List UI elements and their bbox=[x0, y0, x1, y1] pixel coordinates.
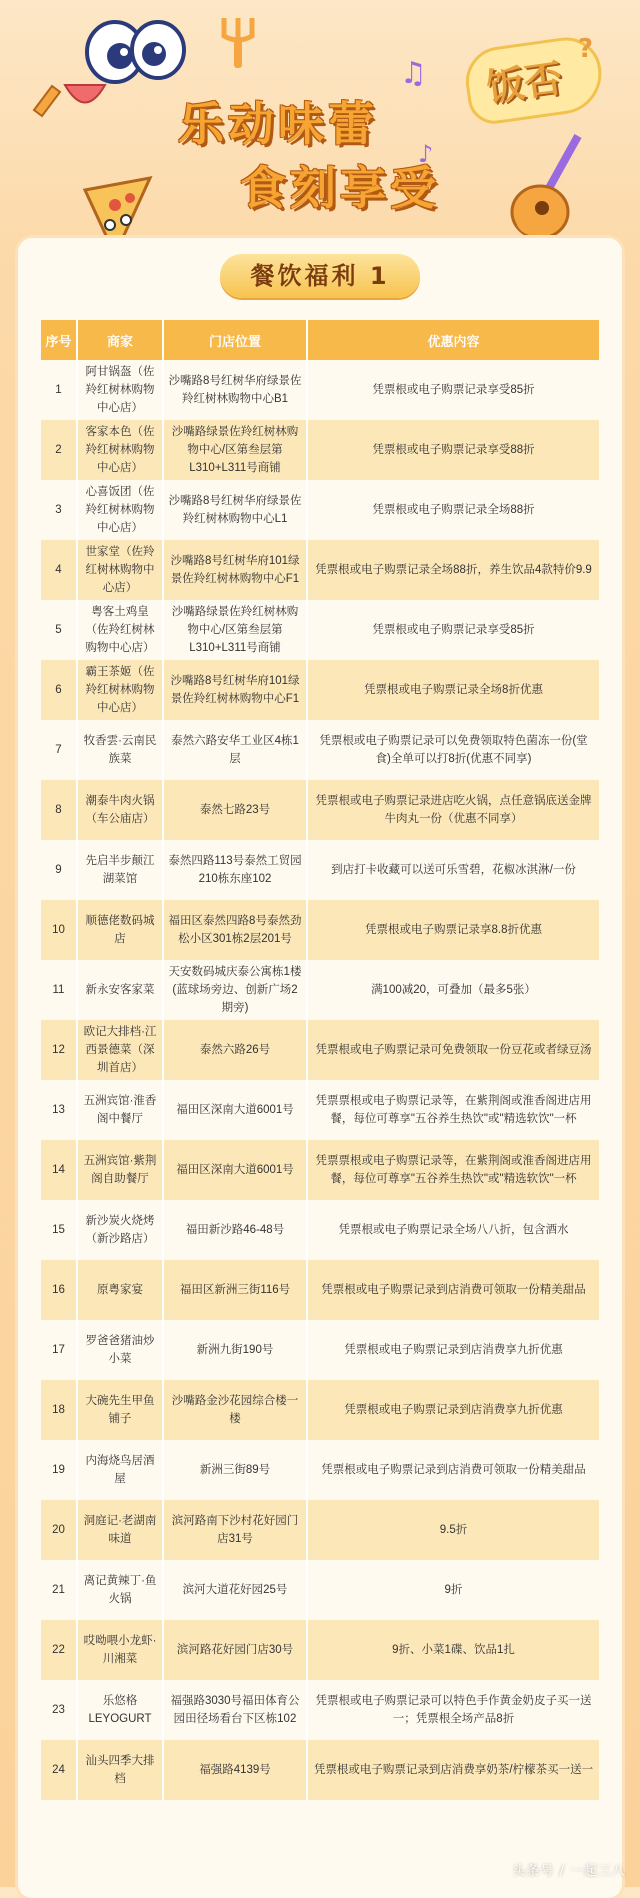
cell-offer: 凭票根或电子购票记录到店消费享九折优惠 bbox=[307, 1380, 599, 1440]
cell-offer: 凭票根或电子购票记录可以特色手作黄金奶皮子买一送一；凭票根全场产品8折 bbox=[307, 1680, 599, 1740]
logo-question-mark: ? bbox=[578, 34, 594, 64]
cell-merchant: 汕头四季大排档 bbox=[77, 1740, 163, 1800]
cell-no: 2 bbox=[41, 420, 77, 480]
cell-offer: 到店打卡收藏可以送可乐雪碧，花椒冰淇淋/一份 bbox=[307, 840, 599, 900]
table-row bbox=[41, 840, 599, 900]
cell-offer: 凭票根或电子购票记录享受85折 bbox=[307, 600, 599, 660]
cell-location: 滨河路南下沙村花好园门店31号 bbox=[163, 1500, 307, 1560]
banner-title-line2: 食刻享受 bbox=[240, 161, 440, 215]
cell-offer: 凭票根或电子购票记录全场88折，养生饮品4款特价9.9 bbox=[307, 540, 599, 600]
cell-merchant: 离记黄辣丁·鱼火锅 bbox=[77, 1560, 163, 1620]
cell-merchant: 潮泰牛肉火锅（车公庙店） bbox=[77, 780, 163, 840]
cell-merchant: 罗爸爸猪油炒小菜 bbox=[77, 1320, 163, 1380]
table-row bbox=[41, 1440, 599, 1500]
cell-offer: 凭票根或电子购票记录进店吃火锅，点任意锅底送金牌牛肉丸一份（优惠不同享） bbox=[307, 780, 599, 840]
cell-no: 5 bbox=[41, 600, 77, 660]
table-row bbox=[41, 900, 599, 960]
cell-no: 24 bbox=[41, 1740, 77, 1800]
cell-merchant: 世家堂（佐羚红树林购物中心店） bbox=[77, 540, 163, 600]
cell-merchant: 心喜饭团（佐羚红树林购物中心店） bbox=[77, 480, 163, 540]
cell-location: 泰然六路安华工业区4栋1层 bbox=[163, 720, 307, 780]
cell-location: 沙嘴路绿景佐羚红树林购物中心/区第叁层第L310+L311号商铺 bbox=[163, 600, 307, 660]
header-location: 门店位置 bbox=[163, 320, 307, 360]
cell-no: 11 bbox=[41, 960, 77, 1020]
fork-icon bbox=[218, 14, 258, 70]
cell-merchant: 顺德佬数码城店 bbox=[77, 900, 163, 960]
cell-merchant: 五洲宾馆·淮香阁中餐厅 bbox=[77, 1080, 163, 1140]
cell-no: 17 bbox=[41, 1320, 77, 1380]
cell-location: 新洲三街89号 bbox=[163, 1440, 307, 1500]
cell-no: 3 bbox=[41, 480, 77, 540]
cell-offer: 凭票根或电子购票记录享8.8折优惠 bbox=[307, 900, 599, 960]
banner-title-line1: 乐动味蕾 bbox=[178, 97, 378, 151]
cell-offer: 凭票票根或电子购票记录等，在紫荆阁或淮香阁进店用餐，每位可尊享"五谷养生热饮"或"精选软饮"一杯 bbox=[307, 1080, 599, 1140]
cell-location: 福强路4139号 bbox=[163, 1740, 307, 1800]
cell-merchant: 牧香雲·云南民族菜 bbox=[77, 720, 163, 780]
cell-no: 16 bbox=[41, 1260, 77, 1320]
header-merchant: 商家 bbox=[77, 320, 163, 360]
table-row bbox=[41, 480, 599, 540]
table-row bbox=[41, 1380, 599, 1440]
cell-offer: 凭票根或电子购票记录到店消费可领取一份精美甜品 bbox=[307, 1440, 599, 1500]
tongue-icon bbox=[60, 80, 110, 114]
cell-location: 滨河大道花好园25号 bbox=[163, 1560, 307, 1620]
cell-no: 22 bbox=[41, 1620, 77, 1680]
table-row bbox=[41, 600, 599, 660]
header-no: 序号 bbox=[41, 320, 77, 360]
cell-location: 沙嘴路8号红树华府绿景佐羚红树林购物中心B1 bbox=[163, 360, 307, 420]
cell-merchant: 原粤家宴 bbox=[77, 1260, 163, 1320]
cell-no: 8 bbox=[41, 780, 77, 840]
cell-no: 4 bbox=[41, 540, 77, 600]
cell-offer: 凭票根或电子购票记录到店消费享九折优惠 bbox=[307, 1320, 599, 1380]
cell-merchant: 大碗先生甲鱼铺子 bbox=[77, 1380, 163, 1440]
cell-location: 福田新沙路46-48号 bbox=[163, 1200, 307, 1260]
table-row bbox=[41, 1020, 599, 1080]
cell-merchant: 新永安客家菜 bbox=[77, 960, 163, 1020]
cell-location: 沙嘴路金沙花园综合楼一楼 bbox=[163, 1380, 307, 1440]
cell-merchant: 内海烧鸟居酒屋 bbox=[77, 1440, 163, 1500]
cell-no: 21 bbox=[41, 1560, 77, 1620]
music-note-icon: ♫ bbox=[400, 56, 427, 91]
cell-offer: 凭票根或电子购票记录享受85折 bbox=[307, 360, 599, 420]
cell-offer: 凭票根或电子购票记录全场八八折，包含酒水 bbox=[307, 1200, 599, 1260]
cell-location: 新洲九街190号 bbox=[163, 1320, 307, 1380]
cell-location: 福田区泰然四路8号泰然劲松小区301栋2层201号 bbox=[163, 900, 307, 960]
table-row bbox=[41, 960, 599, 1020]
cell-no: 14 bbox=[41, 1140, 77, 1200]
cell-offer: 凭票根或电子购票记录到店消费享奶茶/柠檬茶买一送一 bbox=[307, 1740, 599, 1800]
cell-no: 1 bbox=[41, 360, 77, 420]
cell-location: 天安数码城庆泰公寓栋1楼(蓝球场旁边、创新广场2期旁) bbox=[163, 960, 307, 1020]
cell-location: 泰然四路113号泰然工贸园210栋东座102 bbox=[163, 840, 307, 900]
table-row bbox=[41, 1560, 599, 1620]
cell-offer: 凭票根或电子购票记录可免费领取一份豆花或者绿豆汤 bbox=[307, 1020, 599, 1080]
cell-no: 23 bbox=[41, 1680, 77, 1740]
cell-merchant: 乐悠格LEYOGURT bbox=[77, 1680, 163, 1740]
cell-location: 沙嘴路8号红树华府101绿景佐羚红树林购物中心F1 bbox=[163, 540, 307, 600]
cell-offer: 凭票根或电子购票记录到店消费可领取一份精美甜品 bbox=[307, 1260, 599, 1320]
cell-location: 滨河路花好园门店30号 bbox=[163, 1620, 307, 1680]
cell-offer: 凭票根或电子购票记录享受88折 bbox=[307, 420, 599, 480]
cell-merchant: 客家本色（佐羚红树林购物中心店） bbox=[77, 420, 163, 480]
cell-offer: 凭票根或电子购票记录全场88折 bbox=[307, 480, 599, 540]
table-row bbox=[41, 1260, 599, 1320]
header-banner bbox=[0, 0, 640, 250]
cell-no: 9 bbox=[41, 840, 77, 900]
table-row bbox=[41, 1320, 599, 1380]
cell-offer: 9.5折 bbox=[307, 1500, 599, 1560]
logo-text: 饭否 bbox=[483, 55, 566, 111]
watermark: 头条号 / 一起三八 bbox=[512, 1864, 626, 1879]
table-row bbox=[41, 420, 599, 480]
cell-no: 18 bbox=[41, 1380, 77, 1440]
table-row bbox=[41, 1080, 599, 1140]
cell-no: 15 bbox=[41, 1200, 77, 1260]
table-row bbox=[41, 1500, 599, 1560]
cell-merchant: 霸王茶姬（佐羚红树林购物中心店） bbox=[77, 660, 163, 720]
table-row bbox=[41, 1200, 599, 1260]
section-title: 餐饮福利 1 bbox=[220, 254, 420, 298]
cell-no: 7 bbox=[41, 720, 77, 780]
table-row bbox=[41, 1140, 599, 1200]
cell-no: 10 bbox=[41, 900, 77, 960]
cell-offer: 凭票根或电子购票记录全场8折优惠 bbox=[307, 660, 599, 720]
cell-location: 福田区新洲三街116号 bbox=[163, 1260, 307, 1320]
cell-no: 13 bbox=[41, 1080, 77, 1140]
cell-no: 12 bbox=[41, 1020, 77, 1080]
cell-offer: 9折 bbox=[307, 1560, 599, 1620]
cell-merchant: 五洲宾馆·紫荆阁自助餐厅 bbox=[77, 1140, 163, 1200]
cell-location: 福强路3030号福田体育公园田径场看台下区栋102 bbox=[163, 1680, 307, 1740]
table-row bbox=[41, 1740, 599, 1800]
cell-location: 福田区深南大道6001号 bbox=[163, 1080, 307, 1140]
table-header-row bbox=[41, 320, 599, 360]
table-row bbox=[41, 780, 599, 840]
cell-location: 泰然七路23号 bbox=[163, 780, 307, 840]
header-offer: 优惠内容 bbox=[307, 320, 599, 360]
cell-location: 泰然六路26号 bbox=[163, 1020, 307, 1080]
music-note-icon: ♪ bbox=[418, 140, 434, 168]
guitar-icon bbox=[498, 130, 598, 250]
cell-location: 沙嘴路8号红树华府101绿景佐羚红树林购物中心F1 bbox=[163, 660, 307, 720]
cell-merchant: 粤客土鸡皇（佐羚红树林购物中心店） bbox=[77, 600, 163, 660]
cell-offer: 满100减20，可叠加（最多5张） bbox=[307, 960, 599, 1020]
offers-table bbox=[41, 320, 599, 1800]
cell-merchant: 洞庭记·老湖南味道 bbox=[77, 1500, 163, 1560]
cell-offer: 9折、小菜1碟、饮品1扎 bbox=[307, 1620, 599, 1680]
table-row bbox=[41, 360, 599, 420]
table-row bbox=[41, 1680, 599, 1740]
cell-no: 19 bbox=[41, 1440, 77, 1500]
table-row bbox=[41, 1620, 599, 1680]
table-row bbox=[41, 720, 599, 780]
cell-no: 6 bbox=[41, 660, 77, 720]
table-body bbox=[41, 360, 599, 1800]
cell-no: 20 bbox=[41, 1500, 77, 1560]
cell-merchant: 欧记大排档·江西景德菜（深圳首店） bbox=[77, 1020, 163, 1080]
cell-location: 沙嘴路绿景佐羚红树林购物中心/区第叁层第L310+L311号商铺 bbox=[163, 420, 307, 480]
table-row bbox=[41, 540, 599, 600]
cell-location: 沙嘴路8号红树华府绿景佐羚红树林购物中心L1 bbox=[163, 480, 307, 540]
spoon-icon bbox=[30, 80, 66, 120]
cell-merchant: 阿甘锅盔（佐羚红树林购物中心店） bbox=[77, 360, 163, 420]
cell-offer: 凭票票根或电子购票记录等，在紫荆阁或淮香阁进店用餐，每位可尊享"五谷养生热饮"或"精选软饮"一杯 bbox=[307, 1140, 599, 1200]
cell-merchant: 先启半步颠江湖菜馆 bbox=[77, 840, 163, 900]
cell-merchant: 哎呦喂小龙虾·川湘菜 bbox=[77, 1620, 163, 1680]
cell-offer: 凭票根或电子购票记录可以免费领取特色菌冻一份(堂食)全单可以打8折(优惠不同享) bbox=[307, 720, 599, 780]
cell-location: 福田区深南大道6001号 bbox=[163, 1140, 307, 1200]
cell-merchant: 新沙炭火烧烤（新沙路店） bbox=[77, 1200, 163, 1260]
table-row bbox=[41, 660, 599, 720]
